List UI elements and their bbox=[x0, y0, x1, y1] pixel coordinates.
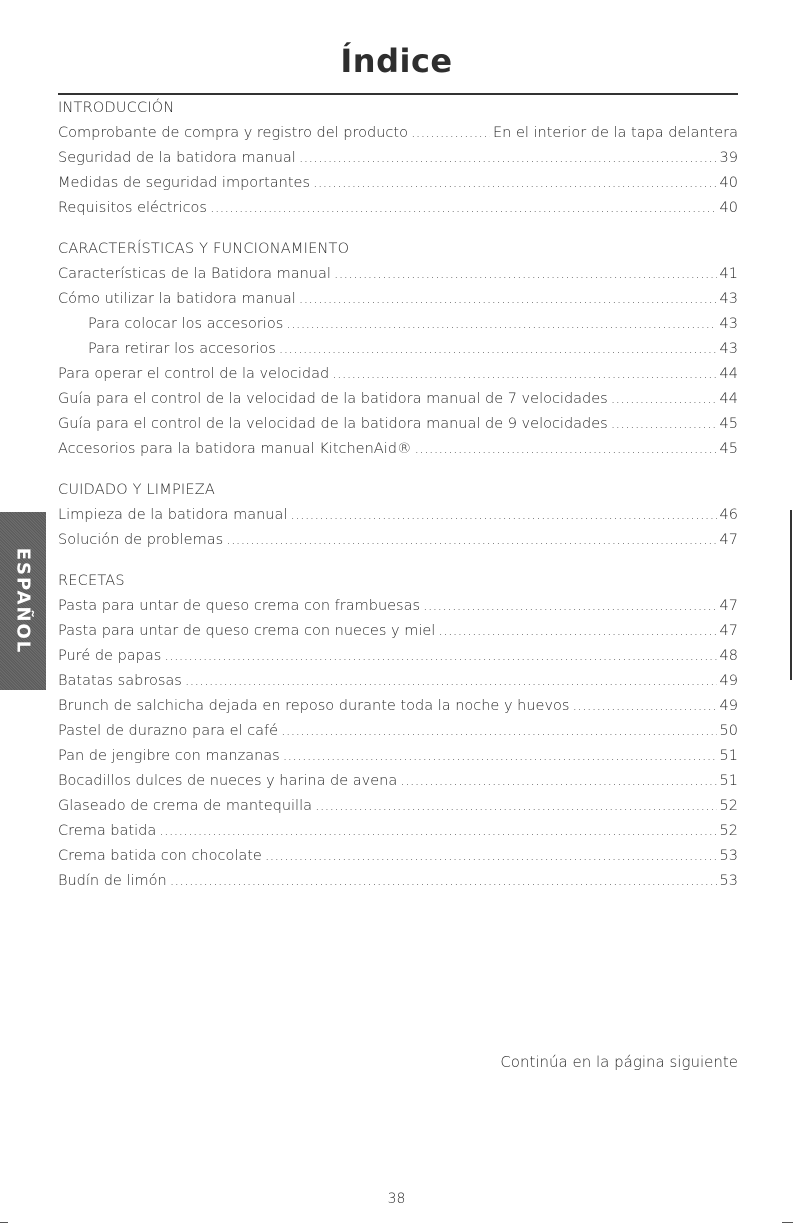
entry-label: Bocadillos dulces de nueces y harina de avena bbox=[58, 773, 398, 789]
toc-entry bbox=[58, 362, 738, 387]
toc-entry bbox=[58, 744, 738, 769]
entry-label: Pasta para untar de queso crema con nueces y miel bbox=[58, 623, 436, 639]
entry-page: 51 bbox=[719, 748, 738, 764]
dot-leader bbox=[299, 287, 717, 312]
entry-label: Puré de papas bbox=[58, 648, 162, 664]
dot-leader bbox=[332, 362, 716, 387]
right-edge-bar bbox=[790, 510, 792, 680]
entry-page: 52 bbox=[719, 798, 738, 814]
entry-page: 40 bbox=[719, 175, 738, 191]
section-heading: CUIDADO Y LIMPIEZA bbox=[58, 482, 215, 498]
table-of-contents bbox=[58, 96, 738, 894]
entry-page: 49 bbox=[719, 698, 738, 714]
toc-entry bbox=[58, 262, 738, 287]
dot-leader bbox=[279, 337, 717, 362]
dot-leader bbox=[315, 794, 717, 819]
entry-label: Accesorios para la batidora manual KitchenAid® bbox=[58, 441, 412, 457]
toc-entry bbox=[58, 644, 738, 669]
dot-leader bbox=[170, 869, 717, 894]
toc-entry bbox=[58, 694, 738, 719]
entry-label: Para operar el control de la velocidad bbox=[58, 366, 330, 382]
toc-entry bbox=[58, 437, 738, 462]
dot-leader bbox=[411, 121, 490, 146]
entry-page: 50 bbox=[719, 723, 738, 739]
entry-page: 43 bbox=[719, 291, 738, 307]
dot-leader bbox=[159, 819, 716, 844]
entry-page: 46 bbox=[719, 507, 738, 523]
page-number: 38 bbox=[387, 1191, 406, 1207]
toc-entry bbox=[58, 719, 738, 744]
toc-entry bbox=[58, 196, 738, 221]
entry-label: Crema batida con chocolate bbox=[58, 848, 262, 864]
entry-label: Pasta para untar de queso crema con frambuesas bbox=[58, 598, 421, 614]
toc-entry bbox=[58, 146, 738, 171]
dot-leader bbox=[299, 146, 717, 171]
entry-page: 45 bbox=[719, 416, 738, 432]
section-heading: CARACTERÍSTICAS Y FUNCIONAMIENTO bbox=[58, 241, 350, 257]
dot-leader bbox=[438, 619, 716, 644]
toc-section bbox=[58, 96, 738, 221]
entry-page: 44 bbox=[719, 391, 738, 407]
entry-label: Crema batida bbox=[58, 823, 157, 839]
entry-label: Budín de limón bbox=[58, 873, 167, 889]
toc-entry bbox=[58, 528, 738, 553]
dot-leader bbox=[210, 196, 717, 221]
entry-page: 43 bbox=[719, 316, 738, 332]
toc-entry bbox=[58, 594, 738, 619]
dot-leader bbox=[286, 312, 716, 337]
entry-page: 49 bbox=[719, 673, 738, 689]
toc-entry bbox=[58, 412, 738, 437]
entry-label: Limpieza de la batidora manual bbox=[58, 507, 288, 523]
toc-entry bbox=[58, 794, 738, 819]
toc-entry bbox=[58, 619, 738, 644]
toc-entry bbox=[58, 121, 738, 146]
entry-page: 51 bbox=[719, 773, 738, 789]
entry-label: Guía para el control de la velocidad de la batidora manual de 9 velocidades bbox=[58, 416, 608, 432]
entry-page: 53 bbox=[719, 873, 738, 889]
title-rule bbox=[58, 93, 738, 95]
entry-label: Requisitos eléctricos bbox=[58, 200, 207, 216]
toc-entry bbox=[58, 337, 738, 362]
entry-page: 52 bbox=[719, 823, 738, 839]
dot-leader bbox=[414, 437, 716, 462]
entry-label: Comprobante de compra y registro del producto bbox=[58, 125, 408, 141]
entry-label: Seguridad de la batidora manual bbox=[58, 150, 296, 166]
entry-label: Glaseado de crema de mantequilla bbox=[58, 798, 312, 814]
language-side-tab bbox=[0, 512, 46, 690]
dot-leader bbox=[185, 669, 717, 694]
entry-page: 43 bbox=[719, 341, 738, 357]
dot-leader bbox=[283, 744, 717, 769]
toc-entry bbox=[58, 769, 738, 794]
dot-leader bbox=[611, 387, 717, 412]
entry-page: 47 bbox=[719, 532, 738, 548]
entry-label: Pastel de durazno para el café bbox=[58, 723, 279, 739]
toc-section bbox=[58, 478, 738, 553]
dot-leader bbox=[281, 719, 717, 744]
entry-label: Guía para el control de la velocidad de la batidora manual de 7 velocidades bbox=[58, 391, 608, 407]
toc-entry bbox=[58, 503, 738, 528]
crop-mark-right bbox=[782, 1222, 793, 1223]
toc-entry bbox=[58, 869, 738, 894]
dot-leader bbox=[164, 644, 716, 669]
section-heading: RECETAS bbox=[58, 573, 125, 589]
entry-label: Solución de problemas bbox=[58, 532, 224, 548]
section-heading: INTRODUCCIÓN bbox=[58, 100, 175, 116]
dot-leader bbox=[572, 694, 716, 719]
language-tab-label: ESPAÑOL bbox=[12, 547, 34, 655]
dot-leader bbox=[313, 171, 717, 196]
entry-page: 44 bbox=[719, 366, 738, 382]
dot-leader bbox=[611, 412, 717, 437]
entry-page: 47 bbox=[719, 623, 738, 639]
entry-page: 40 bbox=[719, 200, 738, 216]
dot-leader bbox=[400, 769, 716, 794]
entry-label: Pan de jengibre con manzanas bbox=[58, 748, 280, 764]
entry-label: Batatas sabrosas bbox=[58, 673, 182, 689]
entry-page: 41 bbox=[719, 266, 738, 282]
entry-page: 53 bbox=[719, 848, 738, 864]
entry-label: Brunch de salchicha dejada en reposo durante toda la noche y huevos bbox=[58, 698, 570, 714]
entry-page: 47 bbox=[719, 598, 738, 614]
toc-entry bbox=[58, 171, 738, 196]
entry-page: 45 bbox=[719, 441, 738, 457]
toc-section bbox=[58, 237, 738, 462]
crop-mark-left bbox=[0, 1222, 8, 1223]
toc-entry bbox=[58, 287, 738, 312]
dot-leader bbox=[423, 594, 717, 619]
toc-entry bbox=[58, 844, 738, 869]
toc-entry bbox=[58, 819, 738, 844]
toc-entry bbox=[58, 669, 738, 694]
entry-label: Para retirar los accesorios bbox=[88, 341, 276, 357]
dot-leader bbox=[226, 528, 716, 553]
dot-leader bbox=[290, 503, 716, 528]
toc-section bbox=[58, 569, 738, 894]
toc-entry bbox=[58, 387, 738, 412]
entry-page: 48 bbox=[719, 648, 738, 664]
toc-entry bbox=[58, 312, 738, 337]
page-title: Índice bbox=[340, 42, 453, 80]
entry-label: Características de la Batidora manual bbox=[58, 266, 331, 282]
entry-label: Para colocar los accesorios bbox=[88, 316, 284, 332]
entry-page: En el interior de la tapa delantera bbox=[493, 125, 738, 141]
dot-leader bbox=[334, 262, 717, 287]
dot-leader bbox=[265, 844, 717, 869]
entry-label: Cómo utilizar la batidora manual bbox=[58, 291, 296, 307]
entry-label: Medidas de seguridad importantes bbox=[58, 175, 311, 191]
entry-page: 39 bbox=[719, 150, 738, 166]
continue-note: Continúa en la página siguiente bbox=[500, 1053, 738, 1071]
